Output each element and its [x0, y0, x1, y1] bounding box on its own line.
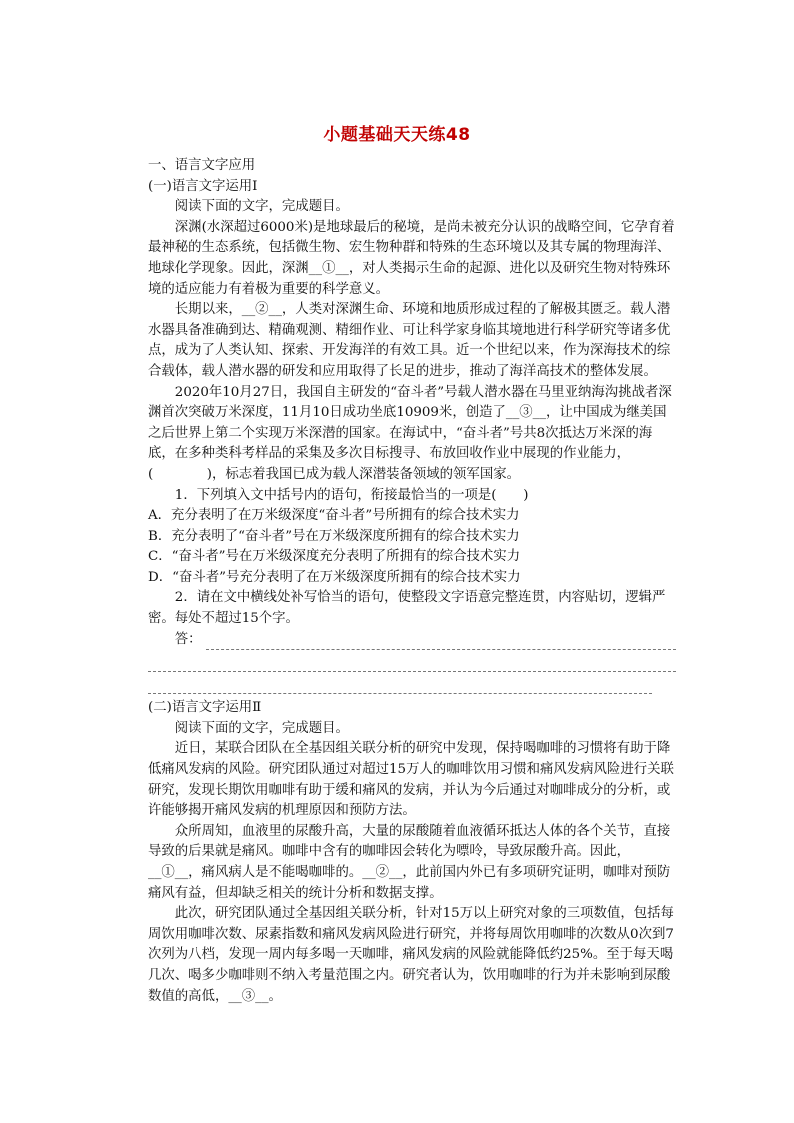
- passage1-paragraph-3: 2020年10月27日，我国自主研发的“奋斗者”号载人潜水器在马里亚纳海沟挑战者深渊首次突破万米深度，11月10日成功坐底10909米，创造了__③__，让中国成为继美国之后世界上第二个实现万米深潜的国家。在海试中，“奋斗者”号共8次抵达万米深的海底，在多种类科考样品的采集及多次目标搜寻、布放回收作业中展现的作业能力，( )，标志着我国已成为载人深潜装备领域的领军国家。: [148, 384, 672, 482]
- instruction-1: 阅读下面的文字，完成题目。: [174, 199, 349, 215]
- option-c: C．“奋斗者”号在万米级深度充分表明了所拥有的综合技术实力: [148, 549, 521, 565]
- answer-line-1[interactable]: [148, 630, 676, 651]
- document-body: [148, 156, 676, 1007]
- question-1: 1．下列填入文中括号内的语句，衔接最恰当的一项是( ): [174, 487, 529, 503]
- passage2-paragraph-2: 众所周知，血液里的尿酸升高，大量的尿酸随着血液循环抵达人体的各个关节，直接导致的后果就是痛风。咖啡中含有的咖啡因会转化为嘌呤，导致尿酸升高。因此，__①__，痛风病人是不能喝咖啡的。__②__，此前国内外已有多项研究证明，咖啡对预防痛风有益，但却缺乏相关的统计分析和数据支撑。: [148, 823, 671, 901]
- option-a: A．充分表明了在万米级深度“奋斗者”号所拥有的综合技术实力: [148, 508, 520, 524]
- passage1-paragraph-1: 深渊(水深超过6000米)是地球最后的秘境，是尚未被充分认识的战略空间，它孕育着最神秘的生态系统，包括微生物、宏生物种群和特殊的生态环境以及其专属的物理海洋、地球化学现象。因此，深渊__①__，对人类揭示生命的起源、进化以及研究生物对特殊环境的适应能力有着极为重要的科学意义。: [148, 219, 675, 297]
- answer-line-2[interactable]: [148, 654, 676, 672]
- answer-label: 答：: [174, 631, 202, 647]
- passage1-paragraph-2: 长期以来，__②__，人类对深渊生命、环境和地质形成过程的了解极其匮乏。载人潜水器具备准确到达、精确观测、精细作业、可让科学家身临其境地进行科学研究等诸多优点，成为了人类认知、探索、开发海洋的有效工具。近一个世纪以来，作为深海技术的综合载体，载人潜水器的研发和应用取得了长足的进步，推动了海洋高技术的整体发展。: [148, 302, 671, 379]
- option-b: B．充分表明了“奋斗者”号在万米级深度所拥有的综合技术实力: [148, 528, 520, 544]
- instruction-2: 阅读下面的文字，完成题目。: [174, 720, 349, 736]
- option-d: D．“奋斗者”号充分表明了在万米级深度所拥有的综合技术实力: [148, 569, 521, 585]
- sub-heading-2: (二)语言文字运用Ⅱ: [148, 700, 262, 716]
- sub-heading-1: (一)语言文字运用Ⅰ: [148, 178, 258, 194]
- answer-fill[interactable]: [206, 633, 676, 650]
- passage2-paragraph-1: 近日，某联合团队在全基因组关联分析的研究中发现，保持喝咖啡的习惯将有助于降低痛风发病的风险。研究团队通过对超过15万人的咖啡饮用习惯和痛风发病风险进行关联研究，发现长期饮用咖啡有助于缓和痛风的发病，并认为今后通过对咖啡成分的分析，或许能够揭开痛风发病的机理原因和预防方法。: [148, 741, 674, 819]
- answer-line-3[interactable]: [148, 676, 652, 694]
- section-heading: 一、语言文字应用: [148, 158, 256, 173]
- question-2: 2．请在文中横线处补写恰当的语句，使整段文字语意完整连贯，内容贴切，逻辑严密。每处不超过15个字。: [148, 590, 666, 627]
- document-title: 小题基础天天练48: [323, 125, 471, 145]
- passage2-paragraph-3: 此次，研究团队通过全基因组关联分析，针对15万以上研究对象的三项数值，包括每周饮用咖啡次数、尿素指数和痛风发病风险进行研究，并将每周饮用咖啡的次数从0次到7次列为八档，发现一周内每多喝一天咖啡，痛风发病的风险就能降低约25%。至于每天喝几次、喝多少咖啡则不纳入考量范围之内。研究者认为，饮用咖啡的行为并未影响到尿酸数值的高低，__③__。: [148, 906, 674, 1004]
